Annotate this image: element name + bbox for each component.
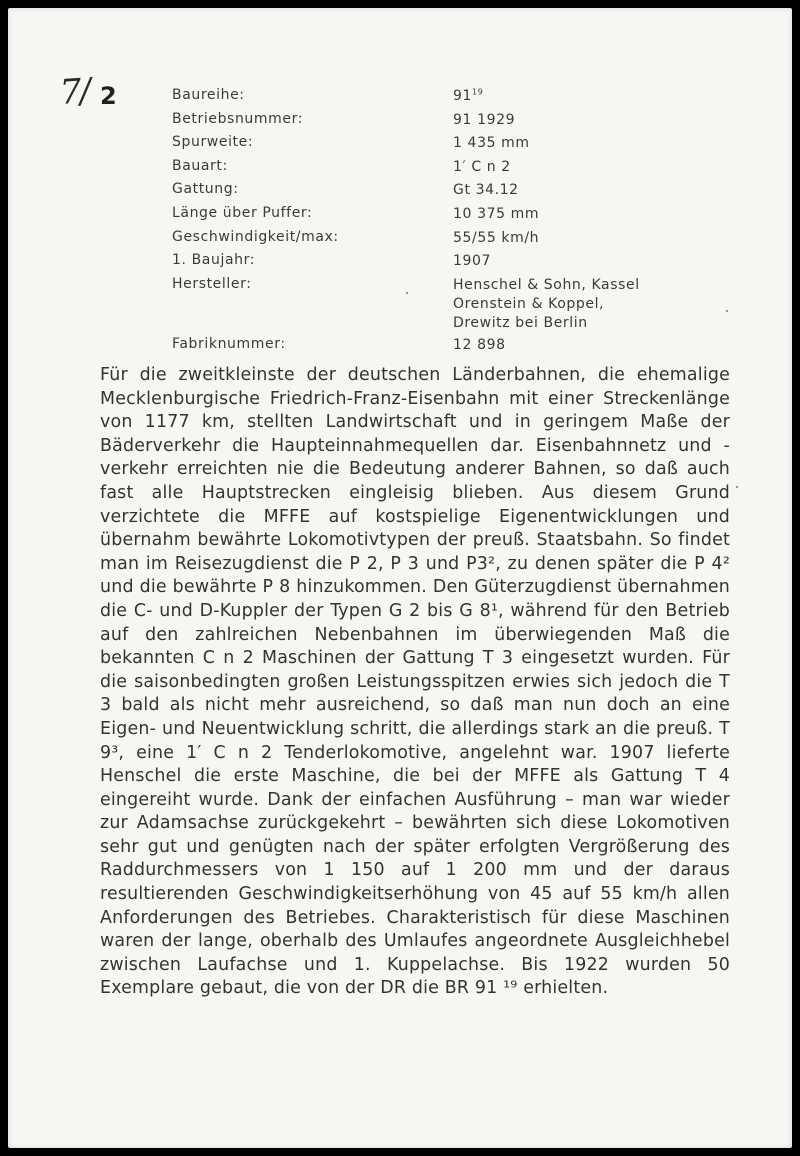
spec-label: Bauart:: [172, 157, 228, 174]
paper-speck: [736, 486, 738, 488]
spec-row: [172, 249, 752, 273]
paper-speck: [406, 292, 408, 294]
spec-value: Henschel & Sohn, Kassel Orenstein & Koppel, Drewitz bei Berlin: [453, 276, 640, 331]
specs-table: [172, 84, 752, 356]
spec-row: [172, 131, 752, 155]
spec-value: Gt 34.12: [453, 182, 519, 199]
spec-row: [172, 155, 752, 179]
spec-row: [172, 178, 752, 202]
spec-label: Spurweite:: [172, 134, 254, 151]
spec-value: 55/55 km/h: [453, 229, 540, 246]
spec-row: [172, 84, 752, 108]
spec-value: 12 898: [453, 336, 506, 353]
spec-value: 1′ C n 2: [453, 158, 511, 175]
description-text: Für die zweitkleinste der deutschen Länderbahnen, die ehemalige Mecklenburgische Friedrich-Franz-Eisenbahn mit einer Streckenlänge von 1177 km, stellten Landwirtschaft und in geringem Maße der Bäderverkehr die Haupteinnahmequellen dar. Eisenbahnnetz und -verkehr erreichten nie die Bedeutung anderer Bahnen, so daß auch fast alle Hauptstrecken eingleisig blieben. Aus diesem Grund verzichtete die MFFE auf kostspielige Eigenentwicklungen und übernahm bewährte Lokomotivtypen der preuß. Staatsbahn. So findet man im Reisezugdienst die P 2, P 3 und P3², zu denen später die P 4² und die bewährte P 8 hinzukommen. Den Güterzugdienst übernahmen die C- und D-Kuppler der Typen G 2 bis G 8¹, während für den Betrieb auf den zahlreichen Nebenbahnen im überwiegenden Maß die bekannten C n 2 Maschinen der Gattung T 3 eingesetzt wurden. Für die saisonbedingten großen Leistungsspitzen erwies sich jedoch die T 3 bald als nicht mehr ausreichend, so daß man nun doch an eine Eigen- und Neuentwicklung schritt, die allerdings stark an die preuß. T 9³, eine 1′ C n 2 Tenderlokomotive, angelehnt war. 1907 lieferte Henschel die erste Maschine, die bei der MFFE als Gattung T 4 eingereiht wurde. Dank der einfachen Ausführung – man war wieder zur Adamsachse zurückgekehrt – bewährten sich diese Lokomotiven sehr gut und genügten nach der später erfolgten Vergrößerung des Raddurchmessers von 1 150 auf 1 200 mm und der daraus resultierenden Geschwindigkeitserhöhung von 45 auf 55 km/h allen Anforderungen des Betriebes. Charakteristisch für diese Maschinen waren der lange, oberhalb des Umlaufes angeordnete Ausgleichhebel zwischen Laufachse und 1. Kuppelachse. Bis 1922 wurden 50 Exemplare gebaut, die von der DR die BR 91 ¹⁹ erhielten.: [100, 365, 730, 999]
card-number: 2: [100, 82, 117, 110]
spec-label: Fabriknummer:: [172, 335, 286, 352]
spec-value: 10 375 mm: [453, 205, 540, 222]
spec-row: [172, 226, 752, 250]
spec-row: [172, 333, 752, 357]
spec-label: Hersteller:: [172, 275, 252, 292]
spec-row: [172, 273, 752, 333]
spec-value: 1 435 mm: [453, 135, 530, 152]
spec-value: $91^{19}$: [453, 87, 484, 104]
spec-label: Länge über Puffer:: [172, 204, 313, 221]
info-card: [8, 8, 792, 1148]
spec-row: [172, 108, 752, 132]
spec-label: 1. Baujahr:: [172, 252, 256, 269]
spec-value: 91 1929: [453, 111, 516, 128]
spec-row: [172, 202, 752, 226]
handwritten-mark: 7/: [58, 71, 91, 113]
spec-label: Geschwindigkeit/max:: [172, 228, 339, 245]
spec-value: 1907: [453, 253, 492, 270]
spec-value-superscript: 19: [472, 87, 484, 97]
spec-label: Gattung:: [172, 181, 239, 198]
spec-label: Baureihe:: [172, 87, 245, 103]
paper-speck: [726, 310, 728, 312]
spec-label: Betriebsnummer:: [172, 110, 304, 127]
